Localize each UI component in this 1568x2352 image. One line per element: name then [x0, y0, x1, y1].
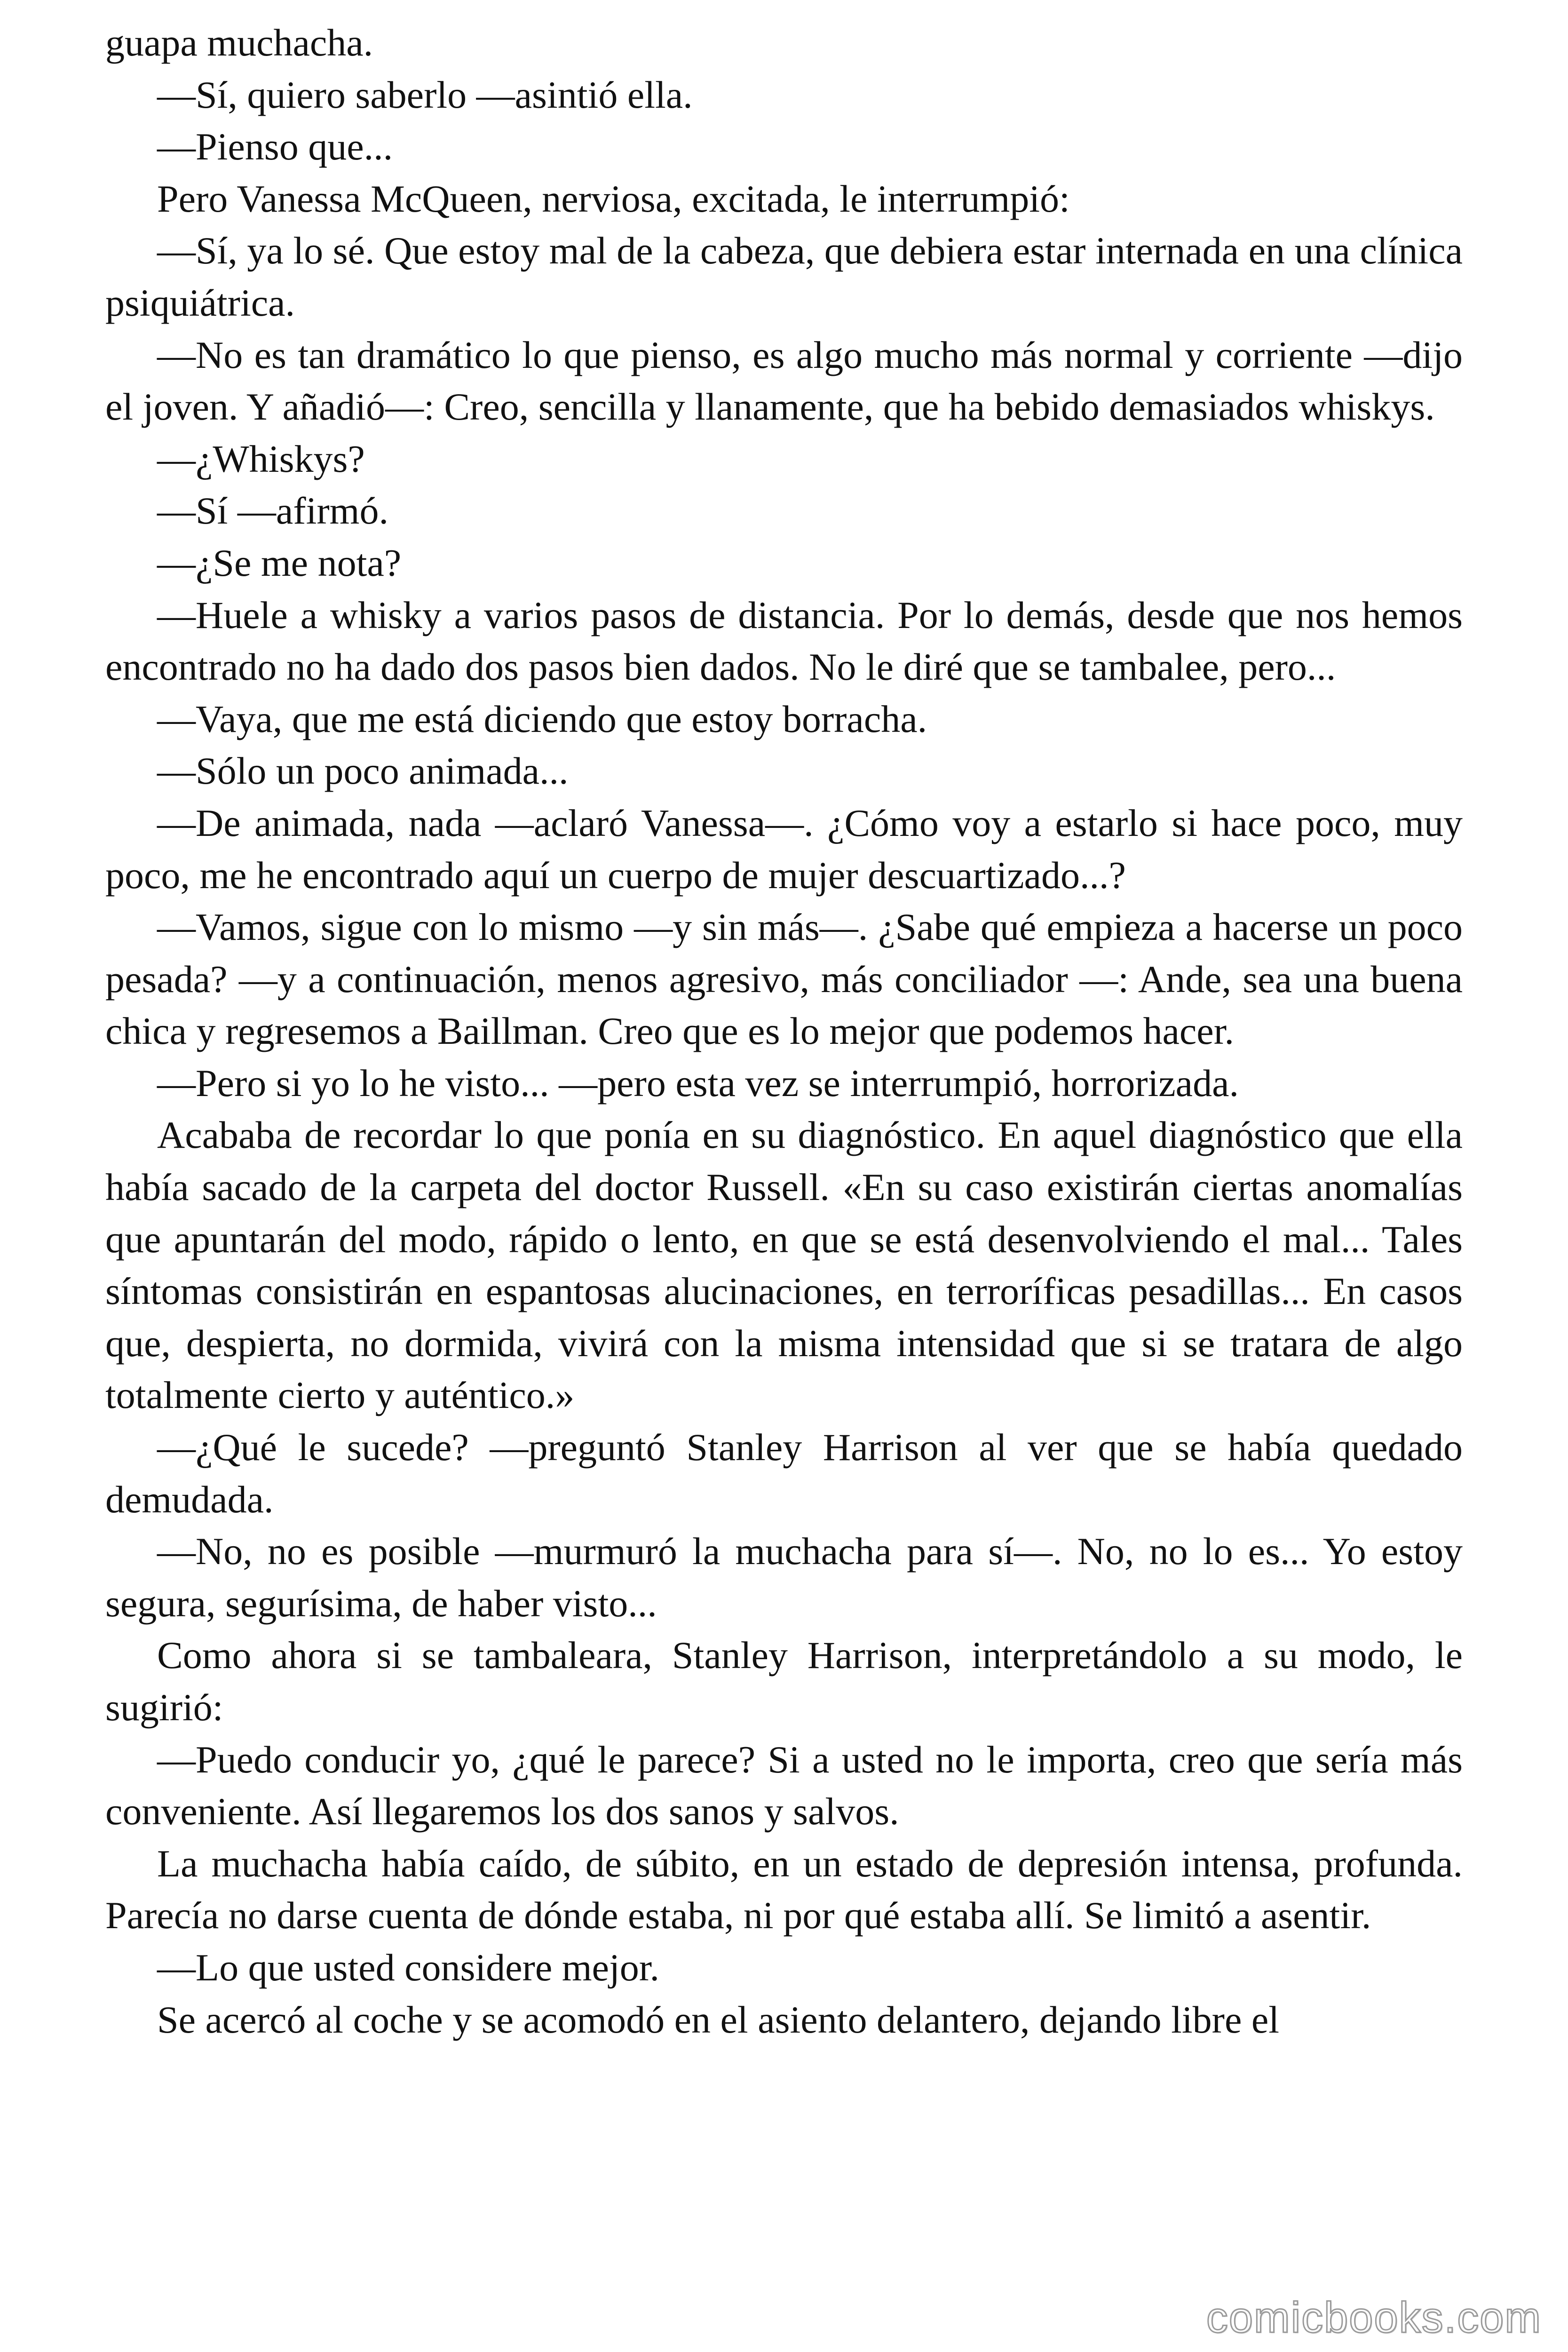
paragraph-18: —No, no es posible —murmuró la muchacha para sí—. No, no lo es... Yo estoy segura, segurísima, de haber visto...: [105, 1530, 1463, 1625]
paragraph-17: —¿Qué le sucede? —preguntó Stanley Harrison al ver que se había quedado demudada.: [105, 1426, 1463, 1521]
paragraph-7: —¿Whiskys?: [157, 437, 365, 480]
paragraph-3: —Pienso que...: [157, 125, 393, 168]
paragraph-2: —Sí, quiero saberlo —asintió ella.: [157, 73, 693, 116]
paragraph-14: —Vamos, sigue con lo mismo —y sin más—. ¿Sabe qué empieza a hacerse un poco pesada? —y a continuación, menos agresivo, más conciliador —: Ande, sea una buena chica y regresemos a Baillman. Creo que es lo mejor que podemos hacer.: [105, 906, 1463, 1053]
paragraph-21: La muchacha había caído, de súbito, en un estado de depresión intensa, profunda. Parecía no darse cuenta de dónde estaba, ni por qué estaba allí. Se limitó a asentir.: [105, 1842, 1463, 1937]
book-page-body: [105, 17, 1463, 2046]
paragraph-10: —Huele a whisky a varios pasos de distancia. Por lo demás, desde que nos hemos encontrado no ha dado dos pasos bien dados. No le diré que se tambalee, pero...: [105, 593, 1463, 689]
paragraph-5: —Sí, ya lo sé. Que estoy mal de la cabeza, que debiera estar internada en una clínica psiquiátrica.: [105, 229, 1463, 324]
paragraph-4: Pero Vanessa McQueen, nerviosa, excitada, le interrumpió:: [157, 177, 1070, 220]
watermark: comicbooks.com: [1206, 2294, 1542, 2342]
paragraph-1: guapa muchacha.: [105, 21, 373, 64]
paragraph-22: —Lo que usted considere mejor.: [157, 1946, 660, 1989]
paragraph-13: —De animada, nada —aclaró Vanessa—. ¿Cómo voy a estarlo si hace poco, muy poco, me he encontrado aquí un cuerpo de mujer descuartizado...?: [105, 801, 1463, 897]
paragraph-12: —Sólo un poco animada...: [157, 749, 569, 793]
paragraph-23: Se acercó al coche y se acomodó en el asiento delantero, dejando libre el: [157, 1998, 1280, 2041]
paragraph-9: —¿Se me nota?: [157, 541, 402, 584]
paragraph-16: Acababa de recordar lo que ponía en su diagnóstico. En aquel diagnóstico que ella había sacado de la carpeta del doctor Russell. «En su caso existirán ciertas anomalías que apuntarán del modo, rápido o lento, en que se está desenvolviendo el mal... Tales síntomas consistirán en espantosas alucinaciones, en terroríficas pesadillas... En casos que, despierta, no dormida, vivirá con la misma intensidad que si se tratara de algo totalmente cierto y auténtico.»: [105, 1113, 1463, 1417]
paragraph-8: —Sí —afirmó.: [157, 489, 388, 532]
paragraph-19: Como ahora si se tambaleara, Stanley Harrison, interpretándolo a su modo, le sugirió:: [105, 1634, 1463, 1729]
paragraph-15: —Pero si yo lo he visto... —pero esta vez se interrumpió, horrorizada.: [157, 1061, 1239, 1104]
paragraph-11: —Vaya, que me está diciendo que estoy borracha.: [157, 697, 927, 740]
paragraph-6: —No es tan dramático lo que pienso, es algo mucho más normal y corriente —dijo el joven. Y añadió—: Creo, sencilla y llanamente, que ha bebido demasiados whiskys.: [105, 333, 1463, 429]
paragraph-20: —Puedo conducir yo, ¿qué le parece? Si a usted no le importa, creo que sería más conveniente. Así llegaremos los dos sanos y salvos.: [105, 1738, 1463, 1833]
